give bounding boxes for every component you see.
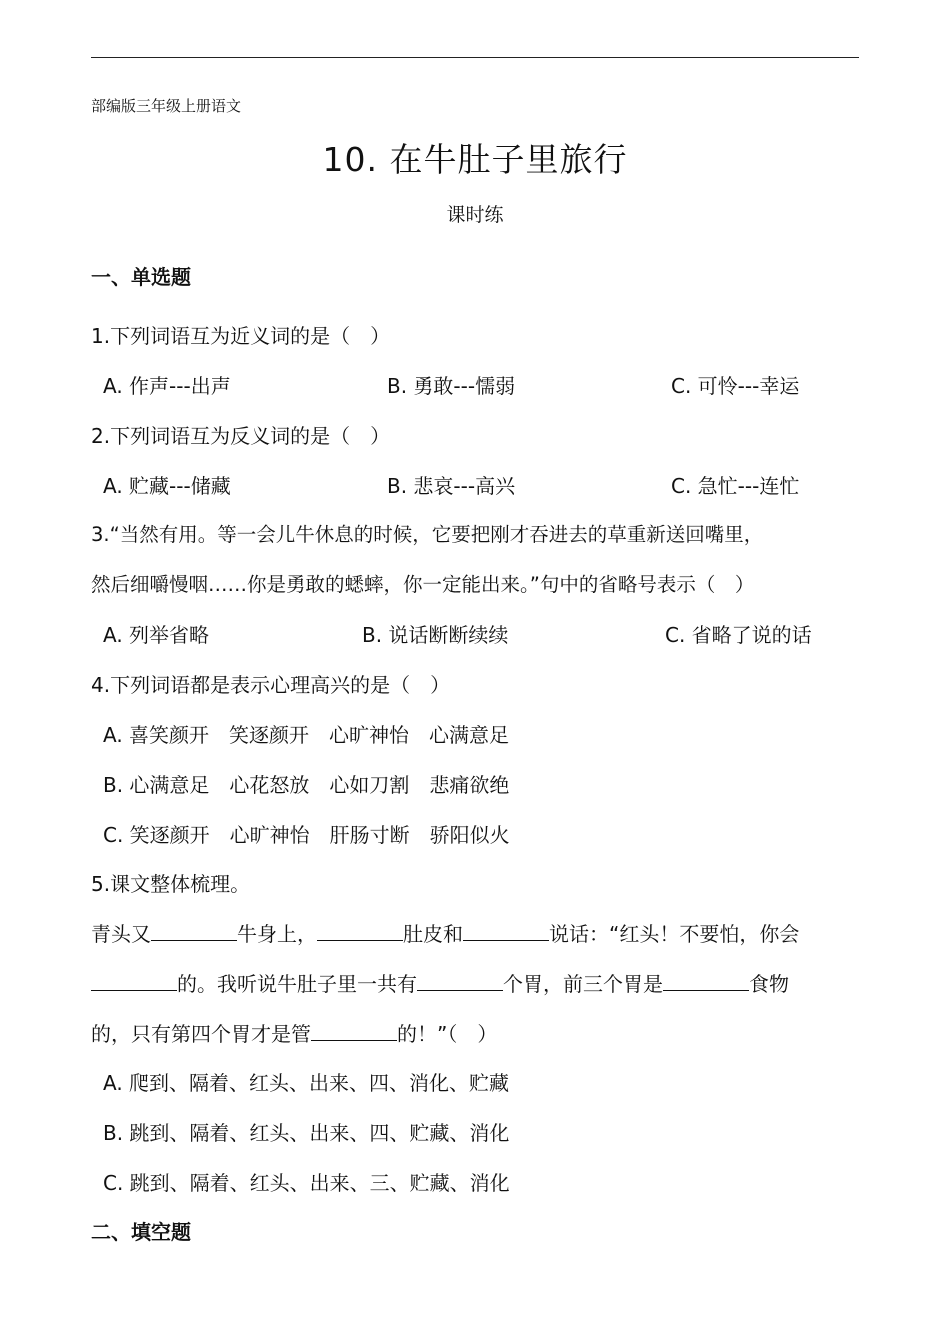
section-heading-fill-blank: 二、填空题 bbox=[91, 1220, 191, 1244]
passage-text: 说话：“红头！不要怕，你会 bbox=[549, 922, 800, 946]
passage-text: 的，只有第四个胃才是管 bbox=[91, 1022, 311, 1046]
question-2-stem: 2.下列词语互为反义词的是（ ） bbox=[91, 424, 391, 448]
question-5-option-a[interactable]: A. 爬到、隔着、红头、出来、四、消化、贮藏 bbox=[103, 1071, 510, 1095]
question-1-option-b[interactable]: B. 勇敢---懦弱 bbox=[387, 374, 516, 398]
question-4-stem: 4.下列词语都是表示心理高兴的是（ ） bbox=[91, 673, 451, 697]
answer-blank[interactable] bbox=[151, 920, 237, 941]
answer-blank[interactable] bbox=[91, 970, 177, 991]
question-5-passage-line1 bbox=[91, 918, 799, 947]
question-3-option-c[interactable]: C. 省略了说的话 bbox=[665, 623, 812, 647]
passage-text: 个胃，前三个胃是 bbox=[503, 972, 663, 996]
passage-text: 食物 bbox=[749, 972, 789, 996]
answer-blank[interactable] bbox=[317, 920, 403, 941]
question-5-passage-line3 bbox=[91, 1018, 497, 1047]
header-rule bbox=[91, 57, 859, 58]
question-2-option-b[interactable]: B. 悲哀---高兴 bbox=[387, 474, 516, 498]
passage-text: 的。我听说牛肚子里一共有 bbox=[177, 972, 417, 996]
answer-blank[interactable] bbox=[663, 970, 749, 991]
answer-blank[interactable] bbox=[311, 1020, 397, 1041]
passage-text: 肚皮和 bbox=[403, 922, 463, 946]
question-4-option-a[interactable]: A. 喜笑颜开 笑逐颜开 心旷神怡 心满意足 bbox=[103, 723, 510, 747]
section-heading-single-choice: 一、单选题 bbox=[91, 265, 191, 289]
question-2-option-c[interactable]: C. 急忙---连忙 bbox=[671, 474, 800, 498]
subject-label: 部编版三年级上册语文 bbox=[91, 97, 242, 115]
question-1-option-a[interactable]: A. 作声---出声 bbox=[103, 374, 231, 398]
question-4-option-c[interactable]: C. 笑逐颜开 心旷神怡 肝肠寸断 骄阳似火 bbox=[103, 823, 510, 847]
page-title: 10. 在牛肚子里旅行 bbox=[322, 140, 628, 179]
question-4-option-b[interactable]: B. 心满意足 心花怒放 心如刀割 悲痛欲绝 bbox=[103, 773, 510, 797]
question-5-passage-line2 bbox=[91, 968, 789, 997]
passage-text: 牛身上， bbox=[237, 922, 317, 946]
page-subtitle: 课时练 bbox=[446, 204, 504, 226]
passage-text: 青头又 bbox=[91, 922, 151, 946]
question-3-option-a[interactable]: A. 列举省略 bbox=[103, 623, 210, 647]
question-5-stem: 5.课文整体梳理。 bbox=[91, 872, 251, 896]
passage-text: 的！”（ ） bbox=[397, 1022, 498, 1046]
question-5-option-c[interactable]: C. 跳到、隔着、红头、出来、三、贮藏、消化 bbox=[103, 1171, 510, 1195]
question-1-stem: 1.下列词语互为近义词的是（ ） bbox=[91, 324, 391, 348]
answer-blank[interactable] bbox=[417, 970, 503, 991]
question-3-option-b[interactable]: B. 说话断断续续 bbox=[362, 623, 509, 647]
question-5-option-b[interactable]: B. 跳到、隔着、红头、出来、四、贮藏、消化 bbox=[103, 1121, 510, 1145]
question-3-stem-line2: 然后细嚼慢咽……你是勇敢的蟋蟀，你一定能出来。”句中的省略号表示（ ） bbox=[91, 573, 755, 596]
question-2-option-a[interactable]: A. 贮藏---储藏 bbox=[103, 474, 231, 498]
answer-blank[interactable] bbox=[463, 920, 549, 941]
question-3-stem-line1: 3.“当然有用。等一会儿牛休息的时候，它要把刚才吞进去的草重新送回嘴里， bbox=[91, 523, 764, 546]
question-1-option-c[interactable]: C. 可怜---幸运 bbox=[671, 374, 800, 398]
